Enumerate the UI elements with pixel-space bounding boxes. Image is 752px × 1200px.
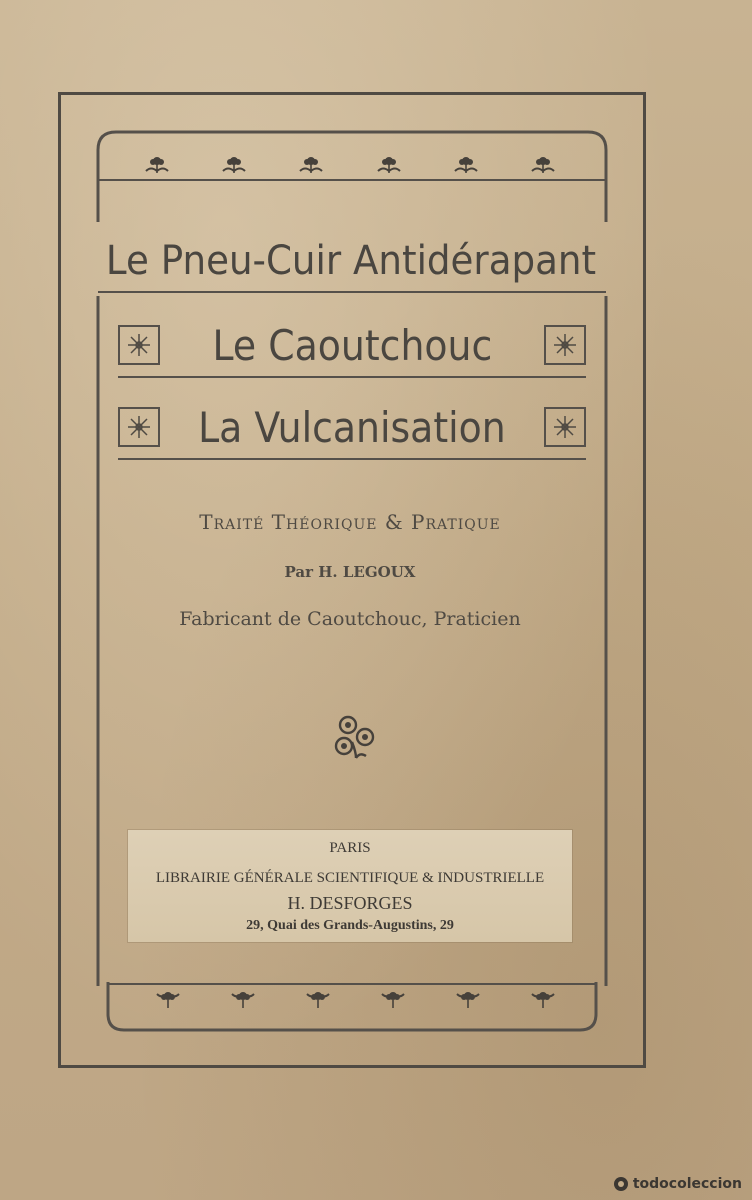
divider-rule [118, 458, 586, 460]
flower-ornament-icon [304, 988, 332, 1010]
subtitle-row-1 [118, 320, 586, 370]
flower-ornament-icon [529, 154, 557, 176]
subtitle-row-2 [118, 402, 586, 452]
publisher-house: LIBRAIRIE GÉNÉRALE SCIENTIFIQUE & INDUSTRIELLE [155, 870, 545, 886]
subtitle-caoutchouc: Le Caoutchouc [212, 320, 492, 370]
flower-ornament-icon [154, 988, 182, 1010]
publisher-label [128, 830, 572, 942]
publisher-name: H. DESFORGES [287, 893, 413, 913]
asterisk-box-icon [118, 407, 160, 447]
flower-ornament-icon [375, 154, 403, 176]
watermark-text: todocoleccion [632, 1176, 742, 1192]
flower-ornament-icon [454, 988, 482, 1010]
divider-rule [118, 376, 586, 378]
clover-emblem-icon [330, 712, 380, 762]
asterisk-box-icon [544, 325, 586, 365]
top-ornament-row [118, 152, 582, 178]
asterisk-box-icon [544, 407, 586, 447]
flower-ornament-icon [452, 154, 480, 176]
flower-ornament-icon [220, 154, 248, 176]
author-line: Par H. LEGOUX [284, 563, 416, 581]
flower-ornament-icon [143, 154, 171, 176]
treatise-line: Traité Théorique & Pratique [199, 510, 501, 534]
flower-ornament-icon [229, 988, 257, 1010]
subtitle-vulcanisation: La Vulcanisation [198, 402, 506, 452]
publisher-city: PARIS [329, 840, 371, 856]
asterisk-box-icon [118, 325, 160, 365]
bottom-ornament-row [130, 986, 580, 1012]
author-role-line: Fabricant de Caoutchouc, Praticien [179, 608, 521, 630]
flower-ornament-icon [379, 988, 407, 1010]
flower-ornament-icon [297, 154, 325, 176]
flower-ornament-icon [529, 988, 557, 1010]
watermark [613, 1176, 742, 1192]
book-title: Le Pneu-Cuir Antidérapant [105, 238, 597, 284]
watermark-logo-icon [613, 1176, 629, 1192]
publisher-address: 29, Quai des Grands-Augustins, 29 [246, 918, 454, 933]
